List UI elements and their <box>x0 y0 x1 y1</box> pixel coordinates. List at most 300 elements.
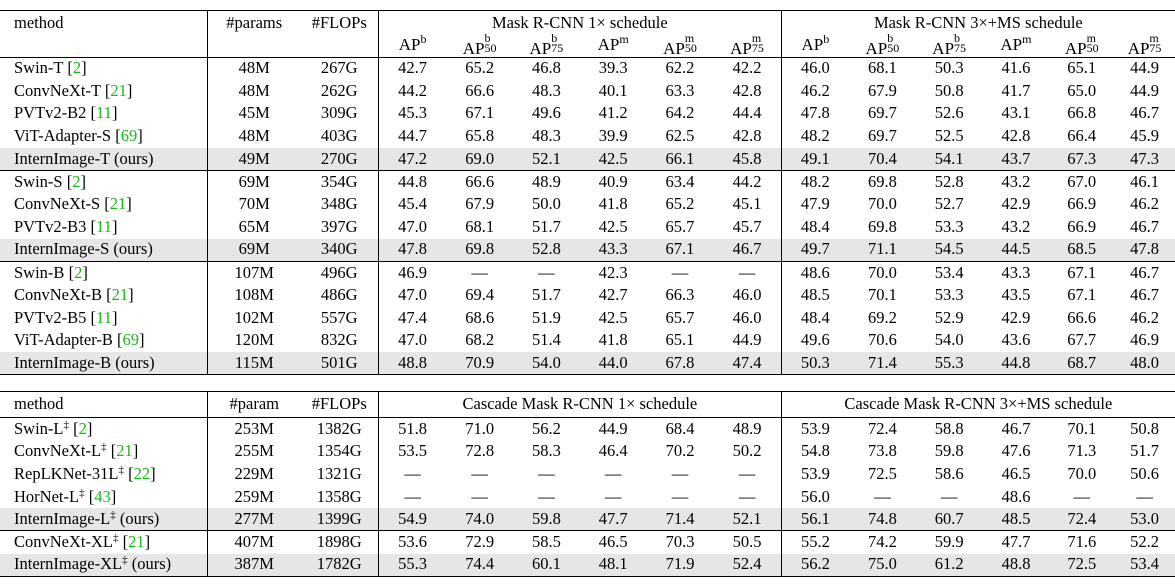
metric-value-cell: 43.6 <box>1001 330 1031 350</box>
metric-value-cell: 58.8 <box>934 418 964 438</box>
metric-value-cell: 46.9 <box>378 261 446 284</box>
params-header: #params <box>207 11 300 58</box>
metric-value-cell: 58.5 <box>532 532 561 552</box>
citation-link[interactable]: 21 <box>111 284 129 304</box>
metric-value-cell: 42.8 <box>1001 126 1031 146</box>
flops-cell: 486G <box>320 284 358 304</box>
ours-tag: (ours) <box>115 352 155 372</box>
metric-value-cell: 67.1 <box>647 239 714 262</box>
metric-value-cell: 55.2 <box>781 531 849 554</box>
metric-value-cell: 48.1 <box>580 554 647 577</box>
metric-value-cell: 51.7 <box>531 216 561 236</box>
metric-value-cell: 70.3 <box>665 532 695 552</box>
flops-cell: 262G <box>320 80 358 100</box>
citation-link[interactable]: 11 <box>96 307 112 327</box>
metric-value-cell: 52.6 <box>934 103 964 123</box>
metric-value-cell: 54.9 <box>378 508 446 531</box>
table-row <box>0 80 1175 103</box>
metric-value-cell: 56.2 <box>532 418 561 438</box>
metric-value-cell: 53.6 <box>378 531 446 554</box>
metric-value-cell: 54.0 <box>513 352 580 375</box>
metric-value-cell: 47.8 <box>378 239 446 262</box>
metric-value-cell: 44.4 <box>732 103 762 123</box>
metric-value-cell: 45.1 <box>732 194 762 214</box>
schedule-group-1-header: Cascade Mask R-CNN 1× schedule <box>378 392 781 418</box>
schedule-group-2-header: Cascade Mask R-CNN 3×+MS schedule <box>781 392 1175 418</box>
metric-value-cell: 53.4 <box>934 262 964 282</box>
metric-value-cell: 41.8 <box>598 330 628 350</box>
metric-value-cell: 74.4 <box>446 554 513 577</box>
metric-value-cell: 69.8 <box>867 216 897 236</box>
metric-value-cell: 47.3 <box>1114 148 1175 171</box>
metric-header: AP b 75 <box>932 30 967 58</box>
method-cell <box>0 554 207 577</box>
metric-value-cell: 48.4 <box>781 307 849 330</box>
metric-value-cell: 71.3 <box>1067 441 1097 461</box>
flops-cell: 348G <box>320 194 358 214</box>
metric-value-cell: 50.0 <box>531 194 561 214</box>
method-cell <box>0 239 207 262</box>
dagger-mark: ‡ <box>118 463 124 476</box>
params-cell: 69M <box>207 170 300 193</box>
method-cell: Swin-L‡ [2] <box>14 418 93 438</box>
params-cell: 120M <box>207 329 300 352</box>
citation-link[interactable]: 22 <box>133 463 151 483</box>
metric-value-cell: 66.6 <box>465 80 495 100</box>
metric-value-cell: 43.2 <box>1001 171 1031 191</box>
metric-value-cell: 48.3 <box>531 126 561 146</box>
metric-header: $AP^m$ <box>1000 32 1032 54</box>
metric-value-cell: 72.5 <box>1049 554 1114 577</box>
header-row <box>0 392 1175 418</box>
metric-value-cell: 75.0 <box>849 554 916 577</box>
method-name: InternImage-S <box>14 239 110 259</box>
method-cell: Swin-B [2] <box>14 262 88 282</box>
metric-value-cell: 43.3 <box>580 239 647 262</box>
metric-value-cell: 42.5 <box>580 148 647 171</box>
metric-value-cell: 74.2 <box>868 532 897 552</box>
metric-value-cell: 39.3 <box>598 58 628 78</box>
metric-value-cell: 56.2 <box>781 554 849 577</box>
metric-value-cell: 72.8 <box>465 441 495 461</box>
method-cell <box>0 148 207 171</box>
metric-value-cell: 59.8 <box>934 441 964 461</box>
metric-value-cell: 44.9 <box>1130 58 1159 78</box>
metric-value-cell: 58.6 <box>934 463 964 483</box>
metric-value-cell: 59.9 <box>934 532 964 552</box>
metric-value-cell: 65.7 <box>665 216 695 236</box>
metric-value-cell: 60.1 <box>513 554 580 577</box>
metric-value-cell: 44.0 <box>580 352 647 375</box>
citation-link[interactable]: 69 <box>120 126 138 146</box>
metric-value-cell: 47.4 <box>713 352 781 375</box>
metric-value-cell: 59.8 <box>513 508 580 531</box>
params-cell: 229M <box>207 463 300 486</box>
metric-value-cell: 47.7 <box>580 508 647 531</box>
schedule-group-1-header: Mask R-CNN 1× schedule <box>378 11 781 33</box>
metric-value-cell: 42.7 <box>378 57 446 80</box>
metric-value-cell: 69.7 <box>867 126 897 146</box>
metric-value-cell: — <box>738 463 756 483</box>
metric-value-cell: 50.3 <box>934 58 964 78</box>
metric-value-cell: 44.8 <box>983 352 1050 375</box>
metric-header: $AP^b$ <box>378 33 446 58</box>
metric-value-cell: 48.2 <box>781 125 849 148</box>
metric-value-cell: 47.0 <box>378 284 446 307</box>
metric-value-cell: 46.7 <box>1001 418 1031 438</box>
flops-cell: 309G <box>320 103 358 123</box>
metric-value-cell: 42.8 <box>732 80 762 100</box>
dagger-mark: ‡ <box>63 418 69 431</box>
metric-value-cell: 40.1 <box>598 80 628 100</box>
metric-value-cell: 67.1 <box>465 103 495 123</box>
params-cell: 253M <box>207 418 300 441</box>
metric-value-cell: 49.6 <box>781 329 849 352</box>
metric-value-cell: 67.0 <box>1067 171 1097 191</box>
citation-link[interactable]: 43 <box>94 486 111 506</box>
metric-value-cell: 46.7 <box>1130 262 1159 282</box>
metric-value-cell: 53.3 <box>934 216 964 236</box>
table-row <box>0 125 1175 148</box>
metric-value-cell: 70.0 <box>1067 463 1097 483</box>
metric-value-cell: 71.9 <box>647 554 714 577</box>
metric-value-cell: 54.8 <box>781 440 849 463</box>
metric-value-cell: 44.9 <box>598 418 628 438</box>
metric-value-cell: 53.0 <box>1114 508 1175 531</box>
table-row <box>0 148 1175 171</box>
table-row <box>0 284 1175 307</box>
metric-value-cell: — <box>538 463 555 483</box>
metric-value-cell: 50.8 <box>1130 418 1160 438</box>
metric-value-cell: 66.3 <box>665 284 695 304</box>
flops-cell: 557G <box>320 307 358 327</box>
metric-value-cell: 42.2 <box>732 58 762 78</box>
metric-value-cell: 70.9 <box>446 352 513 375</box>
method-cell: PVTv2-B2 [11] <box>14 103 118 123</box>
flops-cell: 832G <box>320 330 358 350</box>
metric-value-cell: 70.0 <box>867 262 897 282</box>
metric-value-cell: 68.2 <box>465 330 495 350</box>
params-cell: 45M <box>207 102 300 125</box>
method-cell: HorNet-L‡ [43] <box>14 486 117 506</box>
metric-value-cell: 47.6 <box>1001 441 1031 461</box>
metric-value-cell: 48.8 <box>983 554 1050 577</box>
metric-value-cell: 54.0 <box>934 330 964 350</box>
metric-value-cell: 63.3 <box>665 80 695 100</box>
table-row <box>0 216 1175 239</box>
citation-link[interactable]: 21 <box>128 532 145 552</box>
metric-value-cell: 50.6 <box>1130 463 1160 483</box>
metric-header: AP b 75 <box>529 30 564 58</box>
metric-value-cell: 71.6 <box>1067 532 1097 552</box>
metric-value-cell: 62.5 <box>665 126 695 146</box>
metric-value-cell: 52.4 <box>713 554 781 577</box>
metric-value-cell: 42.5 <box>598 307 628 327</box>
params-cell: 107M <box>207 261 300 284</box>
ours-tag: (ours) <box>131 554 172 574</box>
metric-value-cell: 46.7 <box>1130 216 1159 236</box>
flops-cell: 1358G <box>316 486 362 506</box>
metric-value-cell: 51.7 <box>1130 441 1160 461</box>
metric-value-cell: 44.8 <box>378 170 446 193</box>
metric-value-cell: 46.0 <box>732 307 762 327</box>
params-cell: 259M <box>207 486 300 509</box>
table-row <box>0 307 1175 330</box>
metric-value-cell: 47.8 <box>1114 239 1175 262</box>
ours-tag: (ours) <box>113 239 153 259</box>
metric-value-cell: — <box>471 486 488 506</box>
method-name: ViT-Adapter-B <box>14 330 113 350</box>
metric-value-cell: — <box>738 486 756 506</box>
method-name: PVTv2-B5 <box>14 307 87 327</box>
table-row <box>0 554 1175 577</box>
flops-cell: 1321G <box>316 463 362 483</box>
method-name: InternImage-XL <box>14 554 123 574</box>
metric-value-cell: 56.1 <box>781 508 849 531</box>
flops-cell: 403G <box>320 126 358 146</box>
metric-value-cell: 54.5 <box>916 239 983 262</box>
metric-value-cell: 67.7 <box>1067 330 1097 350</box>
metric-value-cell: 65.2 <box>465 58 495 78</box>
metric-header: AP b 50 <box>865 30 900 58</box>
metric-value-cell: — <box>378 486 446 509</box>
method-name: Swin-B <box>14 262 65 282</box>
metric-value-cell: 45.7 <box>732 216 762 236</box>
metric-value-cell: 70.1 <box>867 284 897 304</box>
method-name: ConvNeXt-XL <box>14 532 113 552</box>
metric-value-cell: 46.4 <box>598 441 628 461</box>
metric-value-cell: 43.3 <box>1001 262 1031 282</box>
metric-value-cell: 67.9 <box>867 80 897 100</box>
method-cell: ConvNeXt-B [21] <box>14 284 134 304</box>
metric-value-cell: 69.7 <box>867 103 897 123</box>
metric-value-cell: 52.9 <box>934 307 964 327</box>
metric-value-cell: 52.2 <box>1130 532 1160 552</box>
citation-link[interactable]: 2 <box>72 58 82 78</box>
table-row <box>0 440 1175 463</box>
metric-value-cell: 42.9 <box>1001 194 1031 214</box>
table-row <box>0 193 1175 216</box>
metric-value-cell: 52.8 <box>934 171 964 191</box>
metric-value-cell: 65.1 <box>665 330 695 350</box>
citation-link[interactable]: 21 <box>110 80 127 100</box>
params-cell: 49M <box>207 148 300 171</box>
metric-value-cell: 48.3 <box>531 80 561 100</box>
metric-value-cell: 45.4 <box>378 193 446 216</box>
citation-link[interactable]: 11 <box>96 103 112 123</box>
metric-value-cell: 47.0 <box>378 216 446 239</box>
metric-header: $AP^m$ <box>597 32 629 54</box>
metric-value-cell: 53.9 <box>781 463 849 486</box>
metric-value-cell: 60.7 <box>916 508 983 531</box>
schedule-group-2-header: Mask R-CNN 3×+MS schedule <box>781 11 1175 33</box>
metric-value-cell: — <box>471 262 488 282</box>
metric-value-cell: 50.5 <box>732 532 762 552</box>
flops-cell: 1354G <box>316 441 362 461</box>
metric-value-cell: 41.2 <box>598 103 628 123</box>
params-cell: 277M <box>207 508 300 531</box>
flops-cell: 1382G <box>316 418 362 438</box>
method-cell: PVTv2-B3 [11] <box>14 216 118 236</box>
metric-value-cell: 51.8 <box>378 418 446 441</box>
metric-value-cell: 65.2 <box>665 194 695 214</box>
method-cell: ConvNeXt-S [21] <box>14 194 132 214</box>
method-name: PVTv2-B2 <box>14 103 87 123</box>
metric-value-cell: 72.4 <box>1049 508 1114 531</box>
table-row <box>0 531 1175 554</box>
dagger-mark: ‡ <box>112 532 119 545</box>
flops-cell: 354G <box>320 171 358 191</box>
flops-cell: 1399G <box>301 508 379 531</box>
metric-value-cell: 66.6 <box>465 171 495 191</box>
metric-value-cell: 48.6 <box>1001 486 1031 506</box>
table-row <box>0 329 1175 352</box>
method-cell <box>0 508 207 531</box>
table-row <box>0 463 1175 486</box>
metric-value-cell: — <box>1073 486 1091 506</box>
metric-value-cell: 72.5 <box>868 463 897 483</box>
metric-value-cell: 48.0 <box>1114 352 1175 375</box>
metric-value-cell: 46.8 <box>531 58 561 78</box>
table-row <box>0 352 1175 375</box>
dagger-mark: ‡ <box>122 554 128 567</box>
metric-value-cell: 52.8 <box>513 239 580 262</box>
metric-value-cell: 53.3 <box>934 284 964 304</box>
metric-value-cell: — <box>604 486 622 506</box>
metric-value-cell: 44.5 <box>983 239 1050 262</box>
method-name: InternImage-L <box>14 509 111 529</box>
method-cell: ViT-Adapter-S [69] <box>14 126 143 146</box>
metric-value-cell: 48.6 <box>781 261 849 284</box>
method-name: ConvNeXt-T <box>14 80 101 100</box>
metric-value-cell: 65.7 <box>665 307 695 327</box>
metric-value-cell: — <box>738 262 756 282</box>
metric-value-cell: 53.4 <box>1114 554 1175 577</box>
metric-value-cell: 68.5 <box>1049 239 1114 262</box>
metric-value-cell: 73.8 <box>868 441 897 461</box>
metric-header: AP m 50 <box>663 30 697 58</box>
metric-value-cell: — <box>671 486 689 506</box>
metric-value-cell: 39.9 <box>598 126 628 146</box>
citation-link[interactable]: 21 <box>116 441 133 461</box>
metric-value-cell: 74.0 <box>446 508 513 531</box>
citation-link[interactable]: 11 <box>96 216 112 236</box>
method-name: HorNet-L <box>14 486 80 506</box>
metric-value-cell: 72.4 <box>868 418 897 438</box>
mask-rcnn-results-table <box>0 10 1175 375</box>
metric-value-cell: 42.8 <box>732 126 762 146</box>
metric-value-cell: 71.1 <box>849 239 916 262</box>
params-cell: 48M <box>207 57 300 80</box>
params-cell: 108M <box>207 284 300 307</box>
metric-header: AP b 50 <box>462 30 497 58</box>
params-cell: 102M <box>207 307 300 330</box>
metric-value-cell: 47.4 <box>378 307 446 330</box>
metric-value-cell: 50.2 <box>732 441 762 461</box>
metric-value-cell: 46.7 <box>713 239 781 262</box>
citation-link[interactable]: 69 <box>122 330 140 350</box>
metric-value-cell: 58.3 <box>532 441 561 461</box>
dagger-mark: ‡ <box>79 486 85 499</box>
metric-value-cell: 48.9 <box>732 418 762 438</box>
metric-value-cell: 70.2 <box>665 441 695 461</box>
params-cell: 115M <box>207 352 300 375</box>
metric-value-cell: — <box>1136 486 1153 506</box>
method-name: InternImage-T <box>14 148 110 168</box>
method-cell: Swin-T [2] <box>14 58 87 78</box>
dagger-mark: ‡ <box>101 441 107 454</box>
metric-value-cell: 69.2 <box>867 307 897 327</box>
metric-value-cell: 46.5 <box>1001 463 1031 483</box>
dagger-mark: ‡ <box>110 509 116 522</box>
params-cell: 255M <box>207 440 300 463</box>
metric-value-cell: 42.9 <box>1001 307 1031 327</box>
method-cell: ConvNeXt-T [21] <box>14 80 133 100</box>
metric-value-cell: 43.1 <box>1001 103 1031 123</box>
method-name: ConvNeXt-L <box>14 441 102 461</box>
metric-header: AP m 50 <box>1064 30 1099 58</box>
citation-link[interactable]: 2 <box>78 418 87 438</box>
params-cell: 69M <box>207 239 300 262</box>
metric-value-cell: 46.7 <box>1130 284 1159 304</box>
metric-value-cell: 44.9 <box>1130 80 1159 100</box>
metric-value-cell: — <box>538 486 555 506</box>
metric-value-cell: 67.1 <box>1067 284 1097 304</box>
citation-link[interactable]: 21 <box>109 194 127 214</box>
metric-value-cell: 68.6 <box>465 307 495 327</box>
flops-header: #FLOPs <box>311 13 367 32</box>
metric-value-cell: — <box>671 262 689 282</box>
metric-value-cell: 67.8 <box>647 352 714 375</box>
metric-value-cell: 45.9 <box>1130 126 1159 146</box>
metric-value-cell: 51.9 <box>531 307 561 327</box>
metric-value-cell: 43.2 <box>1001 216 1031 236</box>
metric-value-cell: 49.7 <box>781 239 849 262</box>
metric-value-cell: 67.3 <box>1049 148 1114 171</box>
method-name: InternImage-B <box>14 352 112 372</box>
metric-value-cell: 66.6 <box>1067 307 1097 327</box>
metric-value-cell: 55.3 <box>916 352 983 375</box>
metric-value-cell: 68.1 <box>867 58 897 78</box>
metric-value-cell: 70.4 <box>849 148 916 171</box>
method-name: Swin-S <box>14 171 63 191</box>
metric-header: AP m 75 <box>1127 30 1162 58</box>
metric-value-cell: 54.1 <box>916 148 983 171</box>
metric-value-cell: 72.9 <box>465 532 495 552</box>
metric-value-cell: 63.4 <box>665 171 695 191</box>
metric-value-cell: 44.2 <box>732 171 762 191</box>
metric-value-cell: 46.1 <box>1130 171 1159 191</box>
flops-cell: 267G <box>320 58 358 78</box>
table-row <box>0 239 1175 262</box>
flops-cell: 270G <box>301 148 379 171</box>
metric-value-cell: 42.5 <box>598 216 628 236</box>
metric-value-cell: 66.1 <box>647 148 714 171</box>
params-cell: 70M <box>207 193 300 216</box>
method-name: ViT-Adapter-S <box>14 126 112 146</box>
ours-tag: (ours) <box>119 509 160 529</box>
citation-link[interactable]: 2 <box>74 262 83 282</box>
citation-link[interactable]: 2 <box>72 171 81 191</box>
metric-value-cell: 46.0 <box>732 284 762 304</box>
metric-value-cell: 74.8 <box>849 508 916 531</box>
metric-value-cell: 69.8 <box>446 239 513 262</box>
metric-value-cell: 46.5 <box>598 532 628 552</box>
params-cell: 65M <box>207 216 300 239</box>
metric-value-cell: 71.0 <box>465 418 495 438</box>
method-name: Swin-T <box>14 58 64 78</box>
metric-value-cell: 66.8 <box>1067 103 1097 123</box>
